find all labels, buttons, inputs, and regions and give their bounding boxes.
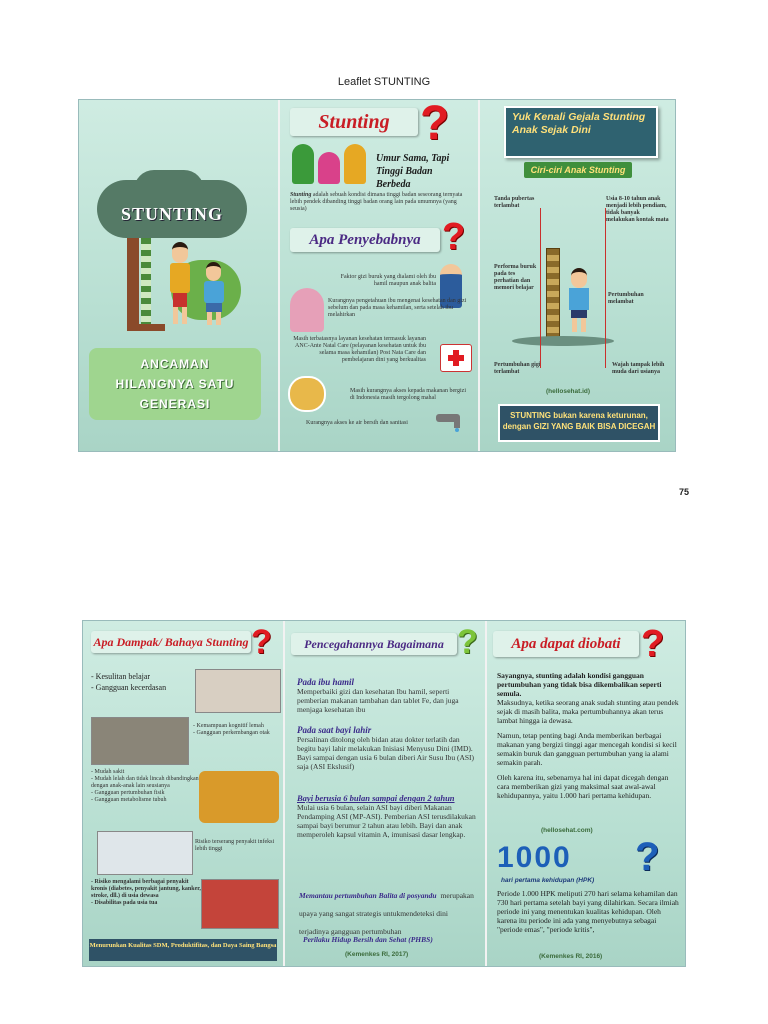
prevention-section-1: [297, 677, 477, 714]
impact-a-2: - Gangguan kecerdasan: [91, 683, 167, 692]
prevention-s5-title: Perilaku Hidup Bersih dan Sehat (PHBS): [303, 935, 433, 944]
prevention-footer-banner: [498, 404, 660, 442]
impact-c-2: - Mudah lelah dan tidak lincah dibandingkan dengan anak-anak lain seusianya: [91, 776, 199, 789]
cause-item-1: Faktor gizi buruk yang dialami oleh ibu hamil maupun anak balita: [340, 274, 436, 287]
impact-c-3: - Gangguan pertumbuhan fisik: [91, 790, 165, 796]
treatment-body: [497, 671, 679, 800]
impact-heading: Apa Dampak/ Bahaya Stunting: [93, 635, 249, 649]
document-title: Leaflet STUNTING: [337, 76, 431, 88]
leaflet1-panel-cover: [79, 100, 278, 451]
leaflet-2: [82, 620, 686, 967]
threat-line-1: ANCAMAN: [140, 357, 210, 371]
causes-heading: Apa Penyebabnya: [309, 232, 421, 248]
question-mark-icon-5: ?: [641, 623, 665, 665]
impact-b-2: - Gangguan perkembangan otak: [193, 730, 270, 736]
leaflet2-panel-impact: [83, 621, 283, 966]
impact-footer-banner: [89, 939, 277, 961]
leaflet-1: [78, 99, 676, 452]
hpk-description: Periode 1.000 HPK meliputi 270 hari selama kehamilan dan 730 hari pertama setelah bayi yang dilahirkan. Secara ilmiah periode ini yang menentukan kualitas kehidupan. Oleh karena itu periode ini ada yang menyebutnya sebagai "periode emas", "periode kritis",: [497, 889, 679, 934]
characteristics-banner: [524, 162, 632, 178]
sign-growth: Pertumbuhan melambat: [608, 292, 644, 305]
question-mark-icon-4: ?: [457, 623, 478, 661]
treatment-p1: Sayangnya, stunting adalah kondisi gangguan pertumbuhan yang tidak bisa dikembalikan seperti semula.: [497, 671, 662, 698]
treatment-source-2: (Kemenkes RI, 2016): [539, 953, 603, 960]
sign-performance: Performa buruk pada tes perhatian dan memori belajar: [494, 264, 537, 291]
prevention-s1-text: Memperbaiki gizi dan kesehatan Ibu hamil, seperti pemberian makanan tambahan dan tablet Fe, dan juga menjaga kesehatan ibu: [297, 687, 459, 714]
leaflet1-panel-definition: [280, 100, 478, 451]
tired-figure-illustration: [199, 771, 279, 823]
prevention-s1-title: Pada ibu hamil: [297, 677, 355, 687]
impact-a-1: - Kesulitan belajar: [91, 672, 151, 681]
hpk-caption: hari pertama kehidupan (HPK): [501, 877, 595, 884]
impact-list-b: [193, 723, 281, 737]
impact-d: Risiko terserang penyakit infeksi lebih tinggi: [195, 839, 275, 852]
prevention-s2-title: Pada saat bayi lahir: [297, 725, 372, 735]
symptoms-heading-box: [504, 106, 658, 158]
symptoms-source: (hellosehat.id): [546, 388, 591, 395]
sign-face: Wajah tampak lebih muda dari usianya: [612, 362, 665, 375]
treatment-p4: Oleh karena itu, sebenarnya hal ini dapat dicegah dengan cara memberikan gizi yang maksimal saat awal-awal kehidupannya, yaitu 1.000 hari pertama kehidupan.: [497, 773, 669, 800]
same-age-subtitle: [376, 152, 449, 191]
question-mark-icon: ?: [420, 99, 450, 150]
definition-term: Stunting: [290, 192, 312, 198]
height-ruler-base: [127, 324, 165, 331]
characteristics-label: Ciri-ciri Anak Stunting: [530, 165, 626, 175]
cover-title: STUNTING: [120, 204, 224, 224]
impact-list-c: [91, 769, 199, 804]
sad-child-photo: [91, 717, 189, 765]
prevention-s2-text: Persalinan ditolong oleh bidan atau dokter terlatih dan begitu bayi lahir melakukan Inisiasi Menyusu Dini (IMD). Bayi sampai dengan usia 6 bulan diberi Air Susu Ibu (ASI) saja (ASI Ekslusif): [297, 735, 475, 771]
sign-puberty: Tanda pubertas terlambat: [494, 196, 535, 209]
treatment-heading-banner: [493, 631, 639, 657]
impact-c-4: - Gangguan metabolisme tubuh: [91, 797, 167, 803]
cause-item-2: Kurangnya pengetahuan ibu mengenai kesehatan dan gizi sebelum dan pada masa kehamilan, serta setelah ibu melahirkan: [328, 298, 467, 318]
water-faucet-icon: [436, 408, 466, 432]
treatment-p2: Maksudnya, ketika seorang anak sudah stunting atau pendek sejak di masih balita, maka pertumbuhannya akan terus lambat hingga ia dewasa.: [497, 698, 679, 725]
prevention-section-4: [299, 885, 475, 939]
treatment-source-1: (hellosehat.com): [541, 827, 593, 834]
height-ruler-illustration: [127, 238, 139, 330]
prevention-heading: Pencegahannya Bagaimana: [304, 637, 444, 651]
stressed-child-photo: [195, 669, 281, 713]
prevention-s4-text: merupakan upaya yang sangat strategis untukmendeteksi dini terjadinya gangguan pertumbuhan: [299, 891, 474, 936]
question-mark-icon-6: ?: [635, 835, 660, 879]
impact-e-2: - Disabilitas pada usia tua: [91, 900, 158, 906]
short-child-illustration: [203, 262, 225, 326]
ruler-markings: [141, 238, 151, 324]
stunting-definition: [290, 192, 468, 213]
threat-generation-box: [89, 348, 261, 420]
cause-item-3: Masih terbatasnya layanan kesehatan termasuk layanan ANC-Ante Natal Care (pelayanan kesehatan untuk ibu selama masa kehamilan) Post Nata Care dan pembelajaran dini yang berkualitas: [293, 336, 426, 363]
prevention-s3-text: Mulai usia 6 bulan, selain ASI bayi diberi Makanan Pendamping ASI (MP-ASI). Pemberian ASI terusdilakukan sampai bayi berumur 2 tahun atau lebih. Bayi dan anak memperoleh kapsul vitamin A, imunisasi dasar lengkap.: [297, 803, 476, 839]
impact-b-1: - Kemampuan kognitif lemah: [193, 723, 264, 729]
mother-icon: [290, 288, 324, 332]
subtitle-line-1: Umur Sama, Tapi: [376, 153, 450, 164]
impact-heading-banner: [91, 631, 251, 653]
cause-item-4: Masih kurangnya akses kepada makanan bergizi di Indonesia masih tergolong mahal: [350, 388, 467, 401]
three-kids-illustration: [290, 144, 370, 186]
prevention-s4-title: Memantau pertumbuhan Balita di posyandu: [299, 891, 437, 900]
cause-item-5: Kurangnya akses ke air bersih dan sanitasi: [306, 420, 408, 426]
leaflet2-panel-treatment: [487, 621, 685, 966]
impact-list-a: [91, 671, 191, 693]
sign-age: Usia 8-10 tahun anak menjadi lebih pendiam, tidak banyak melakukan kontak mata: [606, 196, 669, 223]
tall-child-illustration: [169, 242, 191, 326]
impact-e-1: - Risiko mengalami berbagai penyakit kronis (diabetes, penyakit jantung, kanker, stroke, dll.) di usia dewasa: [91, 879, 201, 899]
impact-footer: Menurunkan Kualitas SDM, Produktifitas, dan Daya Saing Bangsa: [89, 942, 277, 949]
food-plate-icon: [288, 376, 326, 412]
sign-teeth: Pertumbuhan gigi terlambat: [494, 362, 541, 375]
causes-heading-banner: [290, 228, 440, 252]
prevention-source: (Kemenkes RI, 2017): [345, 951, 409, 958]
treatment-heading: Apa dapat diobati: [511, 636, 621, 652]
impact-list-e: [91, 879, 201, 907]
leaflet2-panel-prevention: [285, 621, 485, 966]
threat-line-3: GENERASI: [139, 397, 211, 411]
prevention-heading-banner: [291, 633, 457, 655]
pointer-lines: [540, 208, 606, 368]
leaflet1-panel-symptoms: [480, 100, 675, 451]
treatment-p3: Namun, tetap penting bagi Anda memberikan berbagai makanan yang bergizi tinggi agar mencegah kondisi si kecil semakin buruk dan gangguan pertumbuhan yang ia alami semakin parah.: [497, 731, 677, 767]
impact-c-1: - Mudah sakit: [91, 769, 125, 775]
question-mark-icon-2: ?: [442, 216, 466, 258]
prevention-footer: STUNTING bukan karena keturunan, dengan GIZI YANG BAIK BISA DICEGAH: [502, 411, 656, 431]
subtitle-line-3: Berbeda: [376, 179, 411, 190]
definition-text: adalah sebuah kondisi dimana tinggi badan seseorang ternyata lebih pendek dibanding tinggi badan orang lain pada umumnya (yang seusia): [290, 192, 463, 212]
subtitle-line-2: Tinggi Badan: [376, 166, 433, 177]
hpk-number: 1000: [497, 841, 572, 874]
first-aid-kit-icon: [440, 344, 472, 372]
sick-child-photo: [97, 831, 193, 875]
heart-disease-photo: [201, 879, 279, 929]
prevention-s3-title: Bayi berusia 6 bulan sampai dengan 2 tahun: [297, 793, 455, 803]
prevention-section-3: [297, 793, 477, 839]
prevention-section-2: [297, 725, 477, 771]
stunting-heading: Stunting: [318, 111, 390, 133]
page-number: 75: [679, 487, 690, 497]
symptoms-heading: Yuk Kenali Gejala Stunting Anak Sejak Dini: [512, 111, 646, 136]
stunting-heading-banner: [290, 108, 418, 136]
threat-line-2: HILANGNYA SATU: [115, 377, 235, 391]
question-mark-icon-3: ?: [251, 623, 272, 661]
